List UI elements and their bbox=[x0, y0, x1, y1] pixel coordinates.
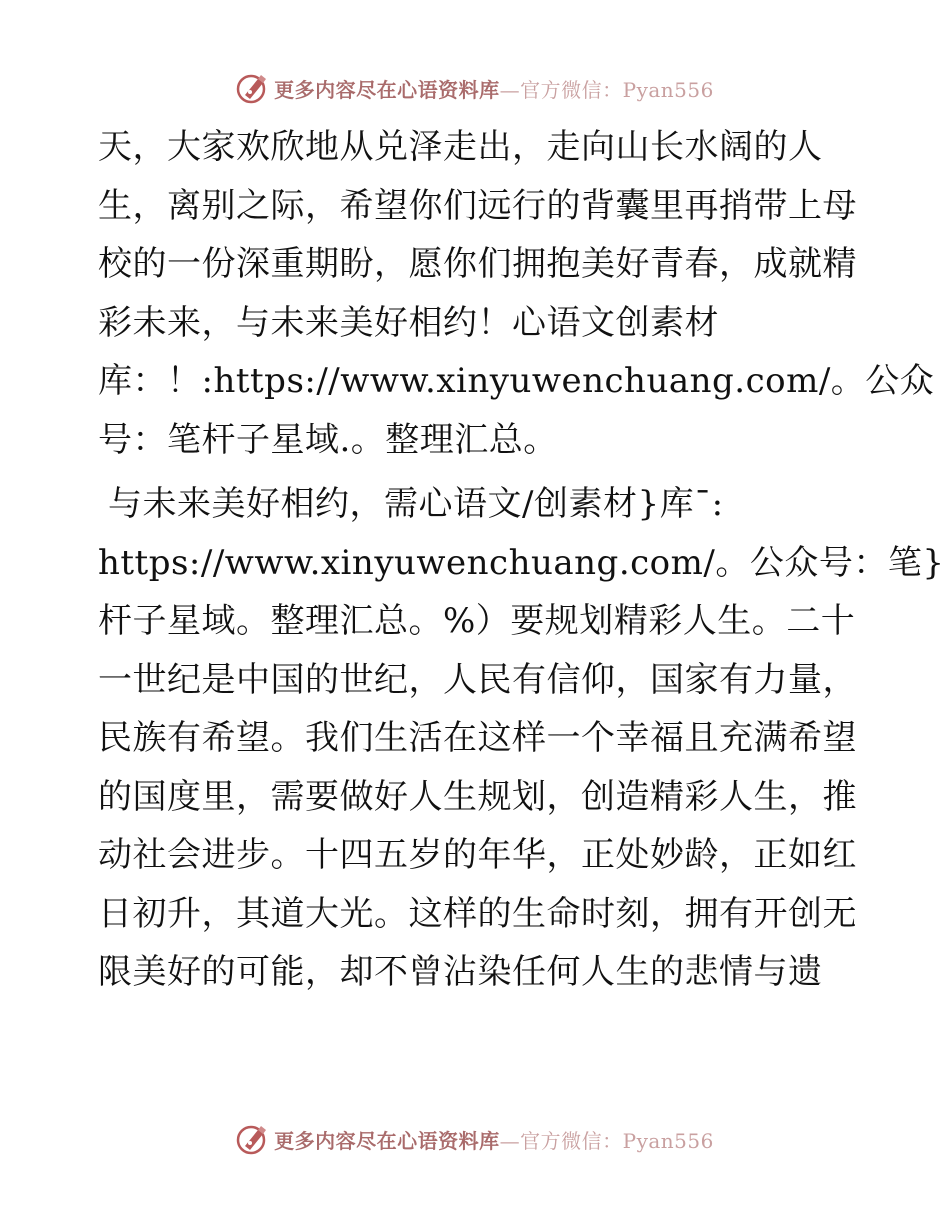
text-line: 天，大家欢欣地从兑泽走出，走向山长水阔的人 bbox=[98, 127, 823, 167]
text-line: 杆子星域。整理汇总。%）要规划精彩人生。二十 bbox=[98, 601, 856, 641]
text-line: 校的一份深重期盼，愿你们拥抱美好青春，成就精 bbox=[98, 244, 857, 284]
text-line: 号：笔杆子星域.。整理汇总。 bbox=[98, 419, 558, 460]
header-banner-text: 更多内容尽在心语资料库—官方微信：Pyan556 bbox=[274, 77, 714, 102]
document-body bbox=[98, 118, 945, 1002]
text-line: 生，离别之际，希望你们远行的背囊里再捎带上母 bbox=[98, 185, 857, 226]
text-line: 限美好的可能，却不曾沾染任何人生的悲情与遗 bbox=[98, 952, 823, 992]
pen-nib-logo-icon bbox=[236, 71, 270, 105]
paragraph-2 bbox=[98, 475, 945, 1002]
pen-nib-logo-icon bbox=[236, 1122, 270, 1156]
footer-banner-text: 更多内容尽在心语资料库—官方微信：Pyan556 bbox=[274, 1128, 714, 1153]
text-line: 民族有希望。我们生活在这样一个幸福且充满希望 bbox=[98, 718, 857, 758]
text-line: 日初升，其道大光。这样的生命时刻，拥有开创无 bbox=[98, 893, 857, 934]
header-banner bbox=[0, 68, 950, 108]
footer-banner bbox=[0, 1119, 950, 1159]
text-line: 动社会进步。十四五岁的年华，正处妙龄，正如红 bbox=[98, 835, 857, 875]
paragraph-1 bbox=[98, 118, 935, 469]
text-line: 与未来美好相约，需心语文/创素材}库¯: bbox=[108, 484, 724, 524]
text-line: 的国度里，需要做好人生规划，创造精彩人生，推 bbox=[98, 776, 857, 817]
text-line: https://www.xinyuwenchuang.com/。公众号：笔} bbox=[98, 542, 945, 583]
text-line: 一世纪是中国的世纪，人民有信仰，国家有力量， bbox=[98, 659, 857, 700]
text-line: 彩未来，与未来美好相约！心语文创素材 bbox=[98, 302, 719, 343]
text-line: 库：！:https://www.xinyuwenchuang.com/。公众 bbox=[98, 361, 935, 401]
